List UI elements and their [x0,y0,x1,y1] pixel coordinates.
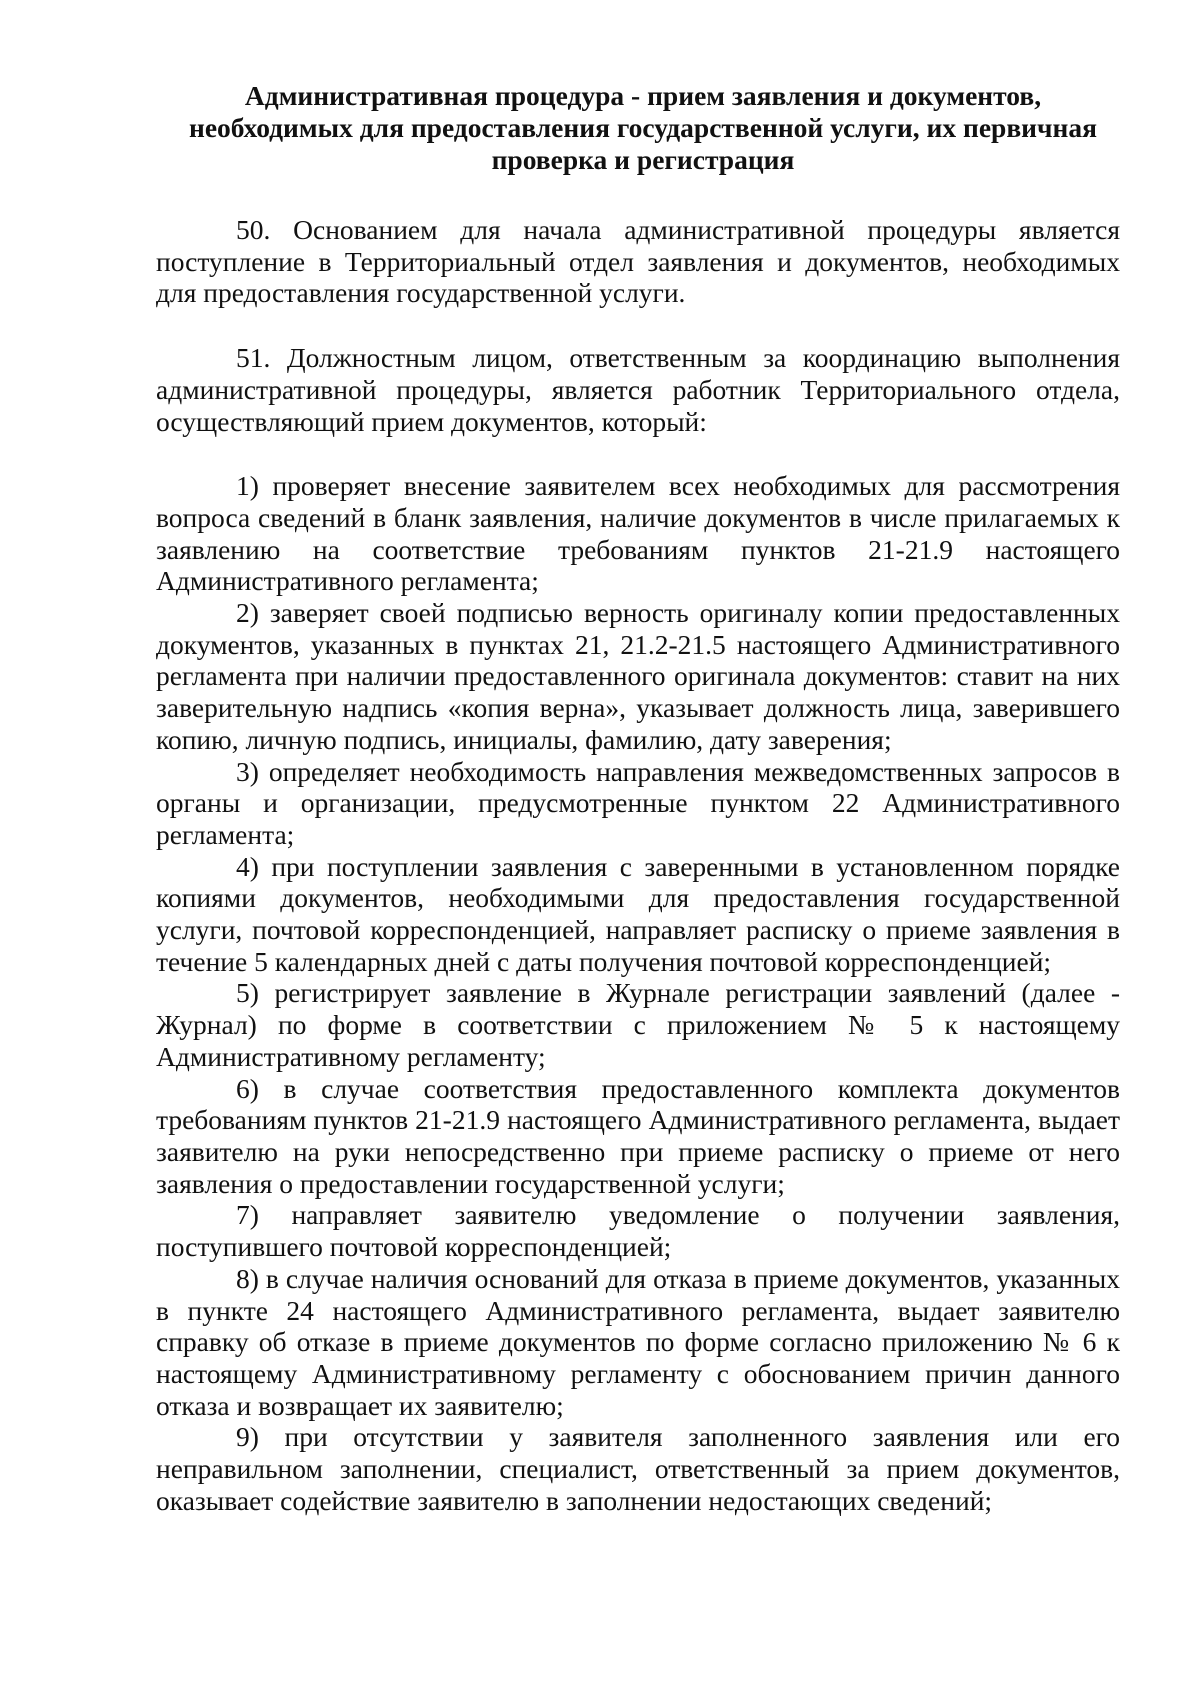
list-item: 1) проверяет внесение заявителем всех необходимых для рассмотрения вопроса сведений в бланк заявления, наличие документов в числе прилагаемых к заявлению на соответствие требованиям пунктов 21-21.9 настоящего Административного регламента; [156,470,1120,597]
list-item: 2) заверяет своей подписью верность оригиналу копии предоставленных документов, указанных в пунктах 21, 21.2-21.5 настоящего Административного регламента при наличии предоставленного оригинала документов: ставит на них заверительную надпись «копия верна», указывает должность лица, заверившего копию, личную подпись, инициалы, фамилию, дату заверения; [156,597,1120,755]
list-item: 4) при поступлении заявления с заверенными в установленном порядке копиями документов, необходимыми для предоставления государственной услуги, почтовой корреспонденцией, направляет расписку о приеме заявления в течение 5 календарных дней с даты получения почтовой корреспонденцией; [156,850,1120,977]
list-item: 9) при отсутствии у заявителя заполненного заявления или его неправильном заполнении, специалист, ответственный за прием документов, оказывает содействие заявителю в заполнении недостающих сведений; [156,1421,1120,1516]
paragraph-51: 51. Должностным лицом, ответственным за координацию выполнения административной процедуры, является работник Территориального отдела, осуществляющий прием документов, который: [156,342,1120,437]
list-item: 8) в случае наличия оснований для отказа в приеме документов, указанных в пункте 24 настоящего Административного регламента, выдает заявителю справку об отказе в приеме документов по форме согласно приложению № 6 к настоящему Административному регламенту с обоснованием причин данного отказа и возвращает их заявителю; [156,1262,1120,1421]
list-item: 7) направляет заявителю уведомление о получении заявления, поступившего почтовой корреспонденцией; [156,1199,1120,1263]
title-line: проверка и регистрация [491,144,795,175]
duties-list [156,470,1120,1516]
list-item: 6) в случае соответствия предоставленного комплекта документов требованиям пунктов 21-21.9 настоящего Административного регламента, выдает заявителю на руки непосредственно при приеме расписку о приеме от него заявления о предоставлении государственной услуги; [156,1072,1120,1199]
title-line: необходимых для предоставления государственной услуги, их первичная [188,112,1097,143]
list-item: 5) регистрирует заявление в Журнале регистрации заявлений (далее - Журнал) по форме в соответствии с приложением № 5 к настоящему Административному регламенту; [156,977,1120,1072]
list-item: 3) определяет необходимость направления межведомственных запросов в органы и организации, предусмотренные пунктом 22 Административного регламента; [156,755,1120,850]
title-line: Административная процедура - прием заявления и документов, [244,80,1042,111]
document-title [156,80,1120,176]
paragraph-50: 50. Основанием для начала административной процедуры является поступление в Территориальный отдел заявления и документов, необходимых для предоставления государственной услуги. [156,214,1120,309]
